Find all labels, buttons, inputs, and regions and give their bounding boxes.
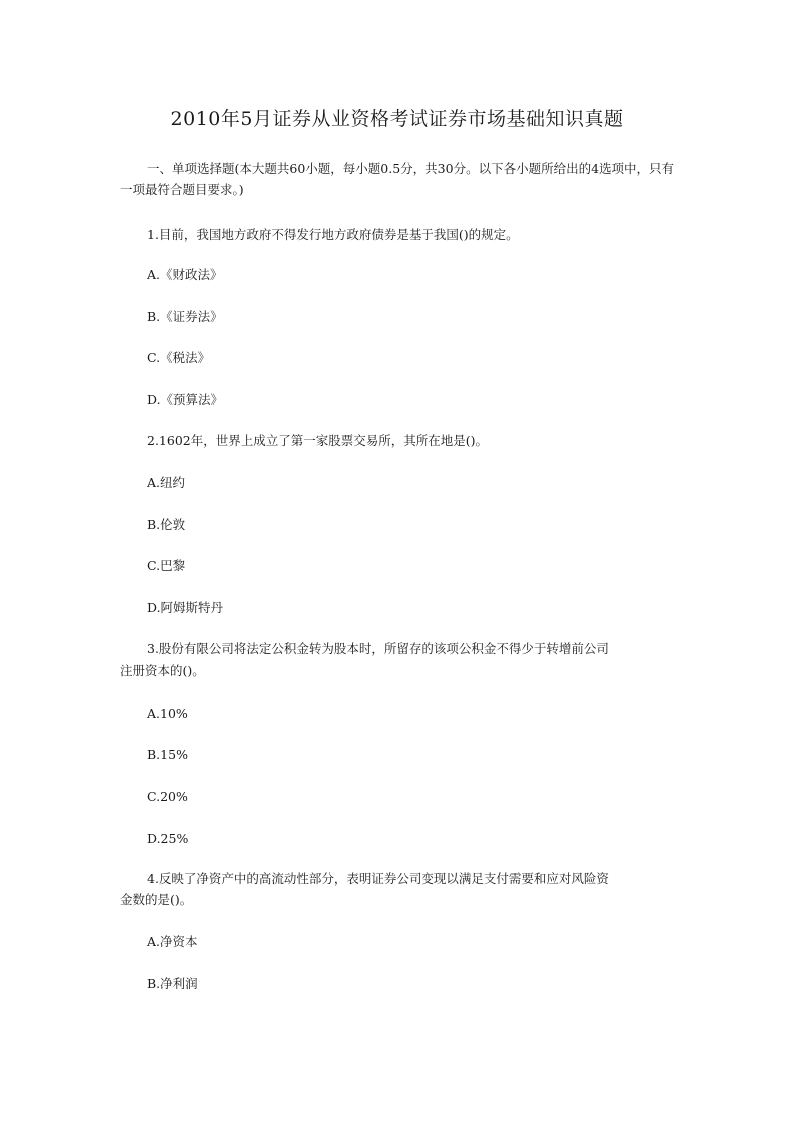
question-1-option-d: D.《预算法》 <box>147 392 224 407</box>
question-1-stem: 1.目前，我国地方政府不得发行地方政府债券是基于我国()的规定。 <box>147 227 519 242</box>
question-2-option-a: A.纽约 <box>147 475 186 490</box>
question-2-option-d: D.阿姆斯特丹 <box>147 600 224 615</box>
question-3-option-a: A.10% <box>147 706 188 721</box>
question-2-option-b: B.伦敦 <box>147 517 186 532</box>
question-3-option-d: D.25% <box>147 831 189 846</box>
question-4-option-a: A.净资本 <box>147 934 198 949</box>
question-3-stem-line-1: 3.股份有限公司将法定公积金转为股本时，所留存的该项公积金不得少于转增前公司 <box>147 641 609 656</box>
question-2-stem: 2.1602年，世界上成立了第一家股票交易所，其所在地是()。 <box>147 433 488 448</box>
question-3-option-c: C.20% <box>147 789 188 804</box>
question-4-stem-line-2: 金数的是()。 <box>120 892 193 907</box>
section-intro: 一、单项选择题(本大题共60小题，每小题0.5分，共30分。以下各小题所给出的4选项中，只有一项最符合题目要求。) <box>120 161 675 197</box>
question-4-option-b: B.净利润 <box>147 976 198 991</box>
question-3-stem-line-2: 注册资本的()。 <box>120 663 205 678</box>
question-1-option-a: A.《财政法》 <box>147 267 223 282</box>
question-1-option-c: C.《税法》 <box>147 350 211 365</box>
question-4-stem-line-1: 4.反映了净资产中的高流动性部分，表明证券公司变现以满足支付需要和应对风险资 <box>147 871 609 886</box>
question-1-option-b: B.《证券法》 <box>147 309 223 324</box>
document-title: 2010年5月证券从业资格考试证券市场基础知识真题 <box>170 108 624 130</box>
question-3-option-b: B.15% <box>147 747 188 762</box>
question-2-option-c: C.巴黎 <box>147 558 186 573</box>
